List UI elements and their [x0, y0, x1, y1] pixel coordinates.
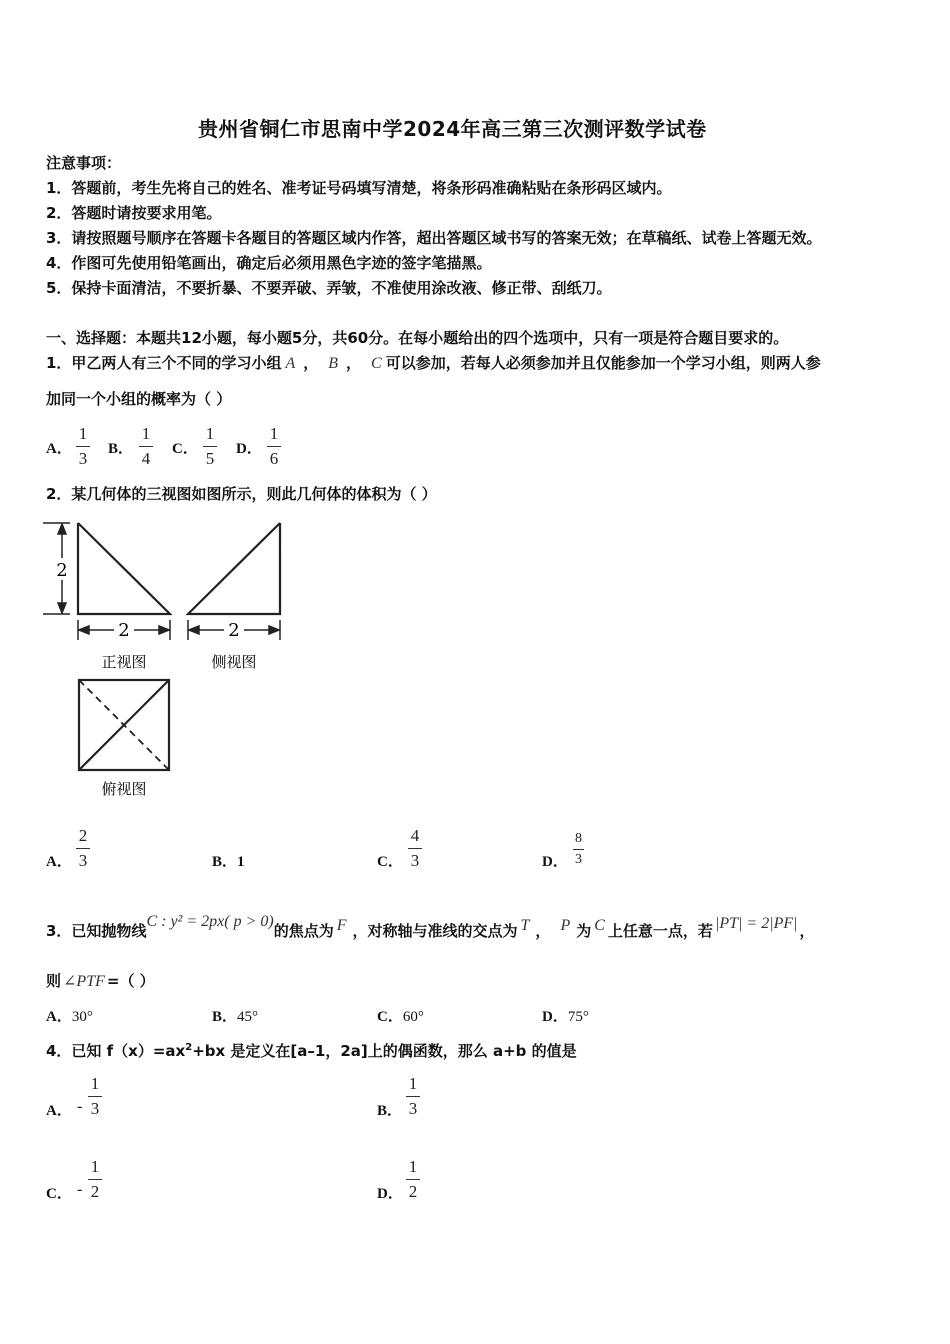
q1-option-c-fraction: 1 5: [203, 424, 217, 469]
var-a: A: [285, 355, 296, 372]
parabola-equation: C : y² = 2px( p > 0): [146, 913, 274, 930]
arrow-down-icon: [58, 603, 66, 613]
q3-text-e: 上任意一点，若: [607, 922, 713, 940]
var-t: T: [520, 917, 530, 934]
q4-option-b-fraction: 1 3: [406, 1074, 420, 1119]
q1-text-c: 加同一个小组的概率为（ ）: [46, 390, 232, 408]
top-view-caption: 俯视图: [101, 780, 147, 798]
q3-option-c[interactable]: C．60°: [377, 1009, 424, 1025]
front-view-triangle: [78, 523, 170, 614]
q2-option-c-label[interactable]: C．: [377, 854, 403, 870]
section-heading: 一、选择题：本题共12小题，每小题5分，共60分。在每小题给出的四个选项中，只有一项是符合题目要求的。: [46, 329, 789, 347]
q4-option-d-fraction: 1 2: [406, 1157, 420, 1202]
q1-option-d-label[interactable]: D．: [236, 441, 262, 457]
q2-option-a-fraction: 2 3: [76, 826, 90, 871]
q1-text: 1．甲乙两人有三个不同的学习小组: [46, 354, 282, 372]
q3-text-b: 的焦点为: [273, 922, 334, 940]
question-2: 2．某几何体的三视图如图所示，则此几何体的体积为（ ）: [46, 485, 437, 503]
q4-option-d-label[interactable]: D．: [377, 1186, 403, 1202]
side-view-triangle: [188, 523, 280, 614]
q4-option-c-fraction: 1 2: [88, 1157, 102, 1202]
q4-option-a-sign: -: [77, 1098, 83, 1115]
var-c: C: [371, 355, 382, 372]
arrow-left-icon: [189, 626, 199, 634]
note-item: 1．答题前，考生先将自己的姓名、准考证号码填写清楚，将条形码准确粘贴在条形码区域内。: [46, 179, 672, 197]
three-view-figure: [40, 518, 290, 808]
note-item: 3．请按照题号顺序在答题卡各题目的答题区域内作答，超出答题区域书写的答案无效；在草稿纸、试卷上答题无效。: [46, 229, 822, 247]
question-3: 3．已知抛物线C : y² = 2px( p > 0)的焦点为 F ，对称轴与准线的交点为 T ， P 为 C 上任意一点，若 |PT| = 2|PF| ，: [46, 913, 815, 940]
var-b: B: [328, 355, 339, 372]
q3-text-d: 为: [576, 922, 592, 940]
q1-option-b-fraction: 1 4: [139, 424, 153, 469]
q3-line2: 则 ∠PTF =（ ）: [46, 972, 155, 990]
var-c: C: [594, 917, 605, 934]
var-p: P: [560, 917, 571, 934]
arrow-right-icon: [159, 626, 169, 634]
arrow-left-icon: [79, 626, 89, 634]
q3-text-c: ，对称轴与准线的交点为: [352, 922, 518, 940]
q3-text: 3．已知抛物线: [46, 922, 147, 940]
q2-option-a-label[interactable]: A．: [46, 854, 72, 870]
question-1: 1．甲乙两人有三个不同的学习小组 A ， B ， C 可以参加，若每人必须参加并且仅能参加一个学习小组，则两人参: [46, 354, 821, 372]
q1-option-a-label[interactable]: A．: [46, 441, 72, 457]
q4-option-c-sign: -: [77, 1181, 83, 1198]
note-item: 2．答题时请按要求用笔。: [46, 204, 222, 222]
arrow-up-icon: [58, 524, 66, 534]
q4-option-a-fraction: 1 3: [88, 1074, 102, 1119]
angle-ptf: ∠PTF: [63, 973, 105, 990]
q1-option-a-fraction: 1 3: [76, 424, 90, 469]
note-item: 4．作图可先使用铅笔画出，确定后必须用黑色字迹的签字笔描黑。: [46, 254, 492, 272]
q1-option-b-label[interactable]: B．: [108, 441, 134, 457]
q3-option-d[interactable]: D．75°: [542, 1009, 589, 1025]
q4-option-c-label[interactable]: C．: [46, 1186, 72, 1202]
notes-heading: 注意事项：: [46, 154, 122, 172]
arrow-right-icon: [269, 626, 279, 634]
side-view-caption: 侧视图: [211, 653, 257, 671]
side-width-label: 2: [228, 620, 240, 641]
q4-option-b-label[interactable]: B．: [377, 1103, 403, 1119]
front-view-caption: 正视图: [101, 653, 147, 671]
q3-option-a[interactable]: A．30°: [46, 1009, 93, 1025]
q2-option-d-label[interactable]: D．: [542, 854, 568, 870]
question-4: 4．已知 $f(x)=ax^2+bx$ 是定义在[a–1，2a]上的偶函数，那么 a+b 的值是: [46, 1042, 577, 1060]
distance-condition: |PT| = 2|PF|: [714, 915, 798, 932]
q2-option-b-label[interactable]: B．1: [212, 854, 245, 870]
height-label: 2: [56, 560, 68, 581]
q1-option-d-fraction: 1 6: [267, 424, 281, 469]
q3-option-b[interactable]: B．45°: [212, 1009, 259, 1025]
q2-option-c-fraction: 4 3: [408, 826, 422, 871]
front-width-label: 2: [118, 620, 130, 641]
q4-option-a-label[interactable]: A．: [46, 1103, 72, 1119]
note-item: 5．保持卡面清洁，不要折暴、不要弄破、弄皱，不准使用涂改液、修正带、刮纸刀。: [46, 279, 612, 297]
var-f: F: [336, 917, 347, 934]
q1-text-b: 可以参加，若每人必须参加并且仅能参加一个学习小组，则两人参: [385, 354, 821, 372]
q2-option-d-fraction: 8 3: [575, 831, 582, 867]
q2-option-b-value: 1: [237, 854, 245, 870]
q1-option-c-label[interactable]: C．: [172, 441, 198, 457]
page-title: 贵州省铜仁市思南中学2024年高三第三次测评数学试卷: [198, 117, 707, 141]
